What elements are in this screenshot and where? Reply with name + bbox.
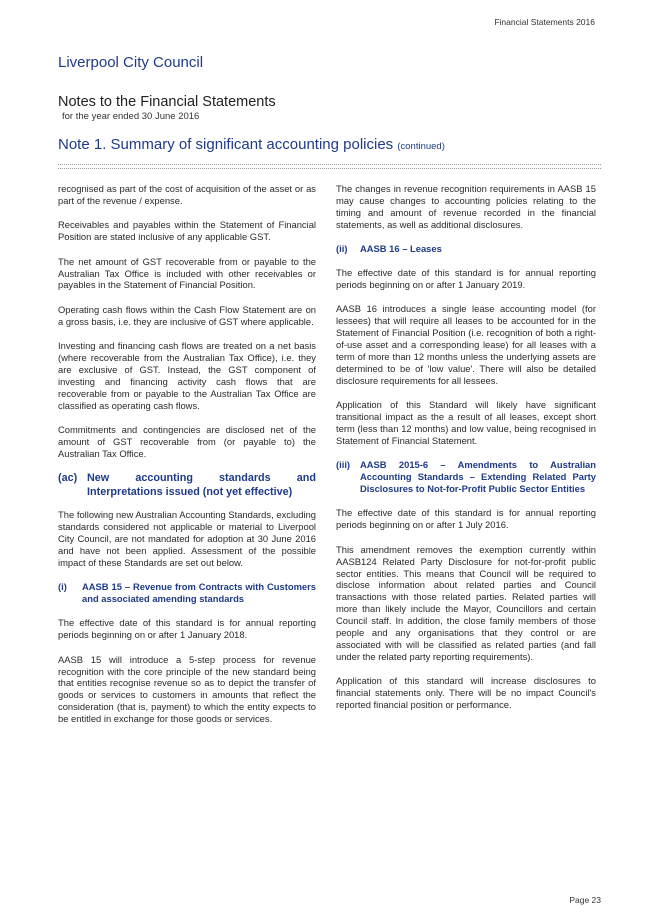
section-heading-ac [58, 472, 316, 499]
notes-subtitle: for the year ended 30 June 2016 [62, 111, 200, 122]
subsection-heading-ii [336, 243, 596, 255]
paragraph: The effective date of this standard is for annual reporting periods beginning on or after 1 January 2018. [58, 617, 316, 641]
paragraph: AASB 15 will introduce a 5-step process for revenue recognition with the core principle of the new standard being that entities recognise revenue so as to depict the transfer of goods or services to customers in amounts that reflect the consideration (that is, payment) to which the entity expects to be entitled in exchange for those goods or services. [58, 653, 316, 725]
paragraph: AASB 16 introduces a single lease accounting model (for lessees) that will require all leases to be accounted for in the Statement of Financial Position (i.e. recognition of both a right-of-use asset and a corresponding lease) for all leases with a term of more than 12 months unless the underlying assets are determined to be of 'low value'. There will also be detailed disclosure requirements for all lessees. [336, 303, 596, 386]
note-heading-text: Note 1. Summary of significant accounting policies [58, 136, 394, 153]
right-column [336, 183, 596, 724]
section-number: (ac) [58, 472, 78, 485]
paragraph: The effective date of this standard is for annual reporting periods beginning on or after 1 July 2016. [336, 507, 596, 531]
note-heading [58, 136, 445, 153]
paragraph: Receivables and payables within the Statement of Financial Position are stated inclusive of any applicable GST. [58, 219, 316, 243]
paragraph: Application of this standard will increase disclosures to financial statements only. There will be no impact Council's reported financial position or performance. [336, 675, 596, 711]
subsection-number: (ii) [336, 243, 348, 255]
paragraph: The net amount of GST recoverable from or payable to the Australian Tax Office is included with other receivables or payables in the Statement of Financial Position. [58, 255, 316, 291]
section-title: New accounting standards and Interpretations issued (not yet effective) [87, 472, 316, 498]
subsection-heading-iii [336, 459, 596, 495]
note-continued-label: (continued) [397, 141, 445, 152]
subsection-number: (iii) [336, 459, 351, 471]
paragraph: The following new Australian Accounting Standards, excluding standards considered not applicable or material to Liverpool City Council, are not mandated for adoption at 30 June 2016 and have not been applied. Assessment of the possible impact of these Standards are set out below. [58, 509, 316, 568]
subsection-title: AASB 15 – Revenue from Contracts with Customers and associated amending standards [82, 581, 316, 605]
paragraph: recognised as part of the cost of acquisition of the asset or as part of the revenue / expense. [58, 183, 316, 206]
subsection-heading-i [58, 581, 316, 605]
paragraph: The effective date of this standard is for annual reporting periods beginning on or after 1 January 2019. [336, 267, 596, 291]
left-column [58, 183, 316, 738]
paragraph: This amendment removes the exemption currently within AASB124 Related Party Disclosure for not-for-profit public sector entities. This means that Council will be required to disclose information about related parties and Council transactions with those related parties. Related parties will more than likely include the Mayor, Councillors and certain Council staff. In addition, the close family members of those people and any organisations that they control or are associated with will be classified as related parties (and fall under the related party reporting requirements). [336, 543, 596, 662]
page-number: Page 23 [569, 895, 601, 905]
subsection-title: AASB 16 – Leases [360, 243, 442, 255]
document-title: Financial Statements 2016 [494, 17, 595, 27]
notes-title: Notes to the Financial Statements [58, 94, 276, 110]
paragraph: The changes in revenue recognition requirements in AASB 15 may cause changes to accounting policies relating to the timing and amount of revenue recorded in the financial statements, as well as additional disclosures. [336, 183, 596, 230]
header-divider [58, 164, 601, 169]
council-name: Liverpool City Council [58, 54, 204, 71]
subsection-title: AASB 2015-6 – Amendments to Australian Accounting Standards – Extending Related Party Disclosures to Not-for-Profit Public Sector Entities [360, 459, 596, 495]
paragraph: Commitments and contingencies are disclosed net of the amount of GST recoverable from (or payable to) the Australian Tax Office. [58, 424, 316, 459]
paragraph: Investing and financing cash flows are treated on a net basis (where recoverable from the Australian Tax Office), i.e. they are exclusive of GST. Instead, the GST component of investing and financing activity cash flows that are recoverable from or payable to the Australian Tax Office are classified as operating cash flows. [58, 340, 316, 411]
paragraph: Application of this Standard will likely have significant transitional impact as the a result of all leases, except short term (less than 12 months) and low value, being recognised in Statement of Financial Statement. [336, 399, 596, 446]
subsection-number: (i) [58, 581, 67, 593]
paragraph: Operating cash flows within the Cash Flow Statement are on a gross basis, i.e. they are inclusive of GST where applicable. [58, 303, 316, 327]
